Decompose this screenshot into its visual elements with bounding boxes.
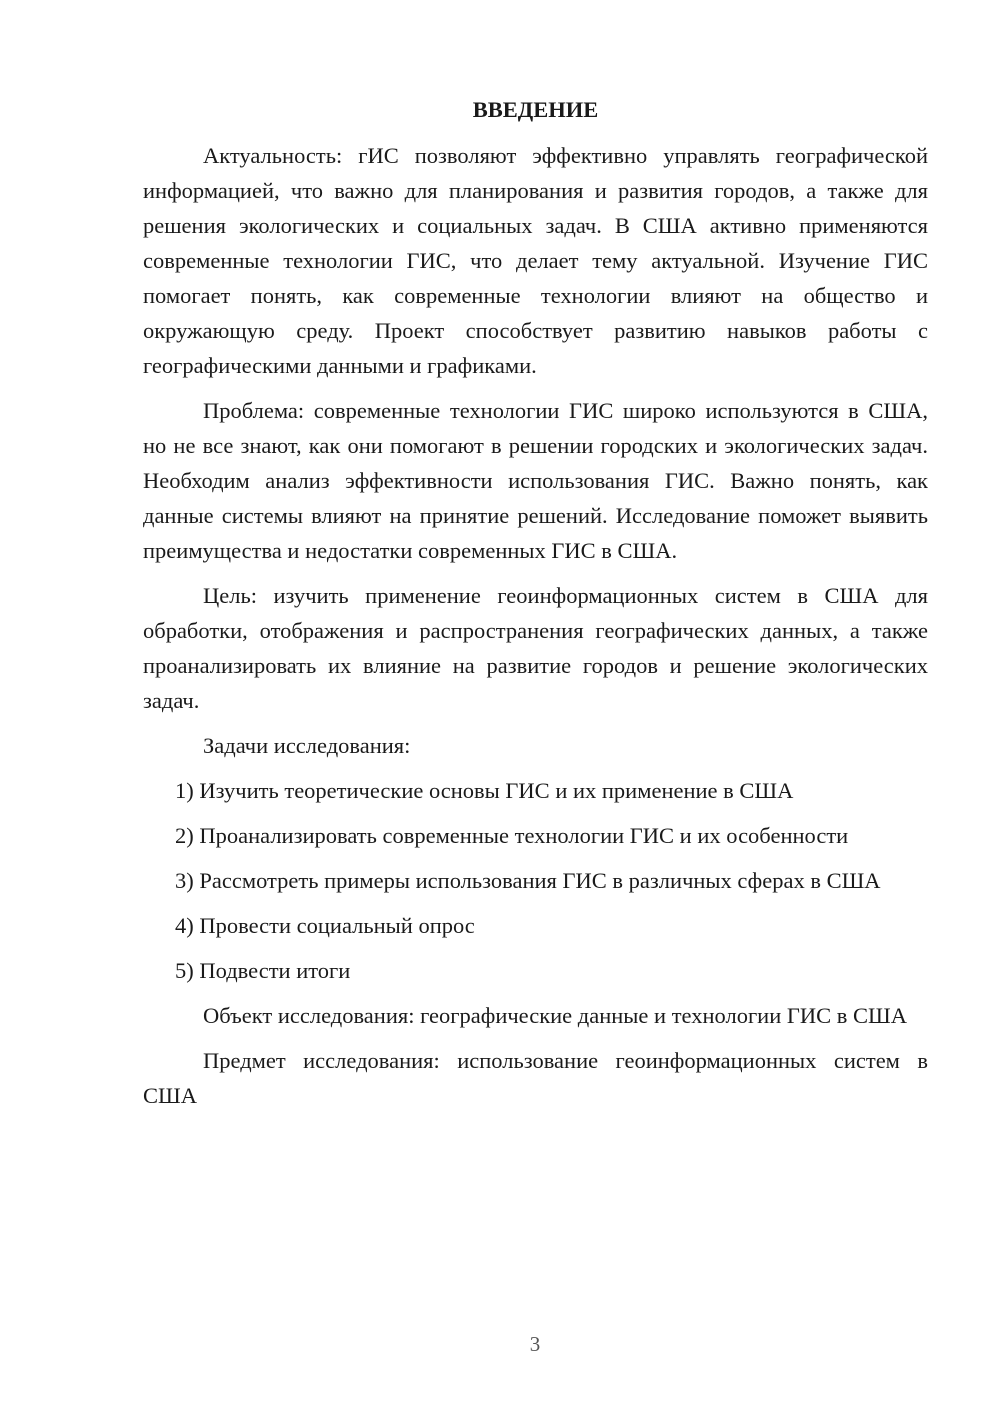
tasks-list [143, 773, 928, 988]
list-item: 3) Рассмотреть примеры использования ГИС в различных сферах в США [175, 868, 881, 893]
list-item: 1) Изучить теоретические основы ГИС и их применение в США [175, 778, 794, 803]
object-paragraph: Объект исследования: географические данные и технологии ГИС в США [203, 1003, 907, 1028]
list-item: 2) Проанализировать современные технологии ГИС и их особенности [175, 823, 849, 848]
relevance-paragraph: Актуальность: гИС позволяют эффективно управлять географической информацией, что важно для планирования и развития городов, а также для решения экологических и социальных задач. В США активно применяются современные технологии ГИС, что делает тему актуальной. Изучение ГИС помогает понять, как современные технологии влияют на общество и окружающую среду. Проект способствует развитию навыков работы с географическими данными и графиками. [143, 143, 928, 378]
page-title: ВВЕДЕНИЕ [472, 97, 599, 122]
tasks-heading: Задачи исследования: [203, 733, 411, 758]
list-item: 4) Провести социальный опрос [175, 913, 475, 938]
goal-paragraph: Цель: изучить применение геоинформационных систем в США для обработки, отображения и распространения географических данных, а также проанализировать их влияние на развитие городов и решение экологических задач. [143, 583, 928, 713]
problem-paragraph: Проблема: современные технологии ГИС широко используются в США, но не все знают, как они помогают в решении городских и экологических задач. Необходим анализ эффективности использования ГИС. Важно понять, как данные системы влияют на принятие решений. Исследование поможет выявить преимущества и недостатки современных ГИС в США. [143, 398, 928, 563]
subject-paragraph: Предмет исследования: использование геоинформационных систем в США [143, 1048, 928, 1108]
document-page [143, 92, 928, 1123]
list-item: 5) Подвести итоги [175, 958, 351, 983]
page-number: 3 [529, 1332, 541, 1356]
